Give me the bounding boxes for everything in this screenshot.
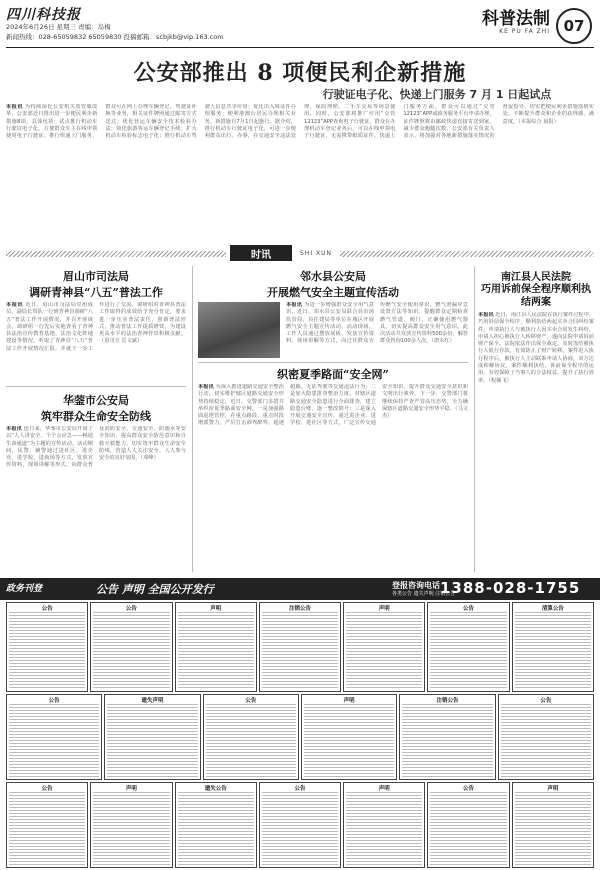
classified-ad-body xyxy=(515,792,591,865)
band-stripe-right xyxy=(340,251,594,257)
classified-ad-title: 公告 xyxy=(463,786,475,792)
classified-ad-body xyxy=(501,704,591,777)
classified-ad-title: 公告 xyxy=(41,606,53,612)
classified-ad-body xyxy=(262,612,338,689)
lead-subhead: 行驶证电子化、快递上门服务 7 月 1 日起试点 xyxy=(322,88,552,101)
classified-ad xyxy=(203,694,299,780)
classified-ad-body xyxy=(178,792,254,865)
ad-left-label: 政务刊登 xyxy=(6,584,43,594)
classified-ad xyxy=(343,782,425,868)
classified-ad-title: 声明 xyxy=(343,698,355,704)
ad-right-title: 登报咨询电话 xyxy=(392,581,440,590)
classified-ad xyxy=(427,782,509,868)
classified-ad-body xyxy=(430,792,506,865)
article-4-title: 织密夏季路面“安全网” xyxy=(277,368,389,381)
article-5-body: 本报讯 近日，南江县人民法院在执行案件过程中，巧用诉前保全程序，顺利执结两起买卖合同纠纷案件。申请执行人与被执行人因买卖合同发生纠纷，申请人担心被执行人转移财产，遂向法院申请诉前财产保全。法院依法作出保全裁定，及时冻结被执行人银行存款，有效防止了财产转移。案件进入执行程序后，被执行人主动联系申请人协商，双方达成和解协议，案件顺利执结。诉前保全程序的运用，有效保障了当事人的合法权益，提升了执行效率。（程佩飞） xyxy=(478,312,594,384)
classified-ad-title: 声明 xyxy=(378,606,390,612)
lead-headline: 公安部推出 8 项便民利企新措施 xyxy=(133,60,467,86)
classified-ad xyxy=(512,602,594,692)
classified-ad-body xyxy=(93,792,169,865)
classified-ad xyxy=(6,782,88,868)
article-2-title: 筑牢群众生命安全防线 xyxy=(41,410,151,423)
classified-ad-body xyxy=(178,612,254,689)
classified-ad xyxy=(6,602,88,692)
classified-ad-title: 注销公告 xyxy=(288,606,311,612)
classified-ad-body xyxy=(9,704,99,777)
classified-ad-title: 公告 xyxy=(540,698,552,704)
classified-ad-title: 声明 xyxy=(547,786,559,792)
ad-middle-label: 公告 声明 全国公开发行 xyxy=(96,583,214,596)
classified-ad xyxy=(427,602,509,692)
classified-ad-title: 公告 xyxy=(48,698,60,704)
ad-right-note: 各类公告 遗失声明 注销公告 xyxy=(392,591,456,597)
ad-hotline: 1388-028-1755 xyxy=(440,579,581,597)
classified-ad xyxy=(512,782,594,868)
classified-ad xyxy=(498,694,594,780)
classified-ad-body xyxy=(93,612,169,689)
article-4-body: 本报讯 为深入推进道路交通安全整治行动，切实维护辖区道路交通安全形势持续稳定，近日，交警部门多措并举织密夏季路面安全网。一是加强路面巡逻管控，在重点路段、重点时段增派警力，严厉打击酒驾醉驾、超速超载、无证驾驶等交通违法行为；二是加大隐患排查整治力度，对辖区道路交通安全隐患进行全面排查，建立隐患台账，逐一整改销号；三是深入开展交通安全宣传，通过进企业、进学校、进社区等方式，广泛宣传交通安全知识，提升群众交通安全意识和文明出行素养。下一步，交警部门将继续保持严查严管高压态势，全力确保辖区道路交通安全形势平稳。（马文杰） xyxy=(198,384,468,427)
classified-ad-title: 清算公告 xyxy=(541,606,564,612)
classified-ad-title: 声明 xyxy=(210,606,222,612)
issue-date: 2024年6月26日 星期三 责编：岛梅 xyxy=(6,23,111,31)
classified-ad-title: 公告 xyxy=(41,786,53,792)
divider-col2 xyxy=(198,362,468,363)
classified-ad-body xyxy=(346,612,422,689)
classified-ad-body xyxy=(304,704,394,777)
classified-ad-body xyxy=(402,704,492,777)
classified-ad xyxy=(175,602,257,692)
classified-ad-body xyxy=(515,612,591,689)
classified-ad xyxy=(90,782,172,868)
lead-source: （本报综合 晨报） xyxy=(518,118,559,125)
classified-ad xyxy=(343,602,425,692)
article-1-body: 本报讯 近日，眉山市司法局党组成员、副局长带队一行到青神县调研“八五”普法工作开展情况，并召开座谈会。调研组一行先后实地查看了青神县法治宣传教育基地、法治文化阵地建设等情况，听取了青神县“八五”普法工作开展情况汇报，并就下一步工作进行了交流。调研组对青神县普法工作取得的成效给予充分肯定，要求进一步压实普法责任，创新普法形式，推动普法工作提质增效，为建设更高水平的法治青神作出积极贡献。（眉司宣 岳文斌） xyxy=(6,302,186,352)
article-3-title: 开展燃气安全主题宣传活动 xyxy=(267,286,399,299)
divider-col1 xyxy=(6,386,186,387)
article-5-title: 巧用诉前保全程序顺利执结两案 xyxy=(481,284,591,308)
classified-ad xyxy=(399,694,495,780)
article-2-body: 本报讯 连日来，华蓥市公安局开展了以“人人讲安全、个个会应急——畅通生命通道”为主题的宣传活动。活动期间，民警、辅警通过进社区、进企业、进学校、进商场等方式，发放宣传资料、现场讲解等形式，向群众普及消防安全、交通安全、防溺水等安全知识，提高群众安全防范意识和自救互救能力，切实筑牢群众生命安全防线，营造人人关注安全、人人参与安全的良好氛围。（邓峰） xyxy=(6,426,186,469)
newspaper-logo: 四川科技报 xyxy=(6,7,81,23)
classified-ad-title: 公告 xyxy=(294,786,306,792)
classified-ad-title: 公告 xyxy=(125,606,137,612)
classified-ad-title: 注销公告 xyxy=(436,698,459,704)
article-3-region: 邻水县公安局 xyxy=(300,270,366,283)
ad-band xyxy=(0,578,600,600)
classified-ad-body xyxy=(9,792,85,865)
article-2-region: 华蓥市公安局 xyxy=(63,394,129,407)
classified-ad-body xyxy=(9,612,85,689)
classified-ad-body xyxy=(262,792,338,865)
lead-byline: 本报讯 xyxy=(6,104,23,110)
lead-body xyxy=(6,104,594,234)
classified-ad-title: 声明 xyxy=(378,786,390,792)
classified-ad xyxy=(175,782,257,868)
classified-ad xyxy=(90,602,172,692)
article-3-body: 本报讯 为进一步增强群众安全用气意识，近日，邻水县公安局联合县市场监管局、县住建局等单位在城区开展燃气安全主题宣传活动。活动现场，工作人员通过摆放展板、发放宣传资料、现场讲解等方式，向过往群众宣传燃气安全使用常识、燃气泄漏应急处置方法等知识，提醒群众定期检查燃气管道、阀门，正确使用燃气器具，切实提高群众安全用气意识。此次活动共发放宣传资料500余份，解答群众咨询100余人次。（唐永红） xyxy=(286,302,468,345)
classified-ad-title: 遗失公告 xyxy=(204,786,227,792)
article-5-region: 南江县人民法院 xyxy=(501,272,571,283)
column-divider-2 xyxy=(474,266,475,572)
column-divider-1 xyxy=(192,266,193,572)
lead-body-text: 为持续深化公安机关放管服改革，公安部近日推出进一步便民利企新措施8项，具体包括：试点推行机动车行驶证电子化，方便群众车主在线申领使用电子行驶证；推行快递上门服务，群众可在网上办理车辆登记、驾驶证补换等业务，相关证件牌照通过邮寄方式送达；优化营运车辆安全技术检验办法；简化旅游客运车辆登记手续；扩大机动车检验标志电子化；推行机动车驾驶人信息共享应用；优化出入境证件办理服务；便利港澳台居民办理相关业务。新措施自7月1日起施行。据介绍，推行机动车行驶证电子化，可进一步便利群众出行、办事，在交通安全违法处理、保险理赔、二手车交易等场景使用。同时，公安部将推广应用“交管12123”APP查询电子行驶证，群众在办理机动车登记业务后，可以在线申领电子行驶证，无需携带纸质证件。快递上门服务方面，群众可以通过“交管12123”APP或政务服务平台申请办理，证件牌照将由邮政快递直接寄送到家，减少群众跑腿次数。公安部有关负责人表示，将加强对各地新措施落实情况的督促指导，切实把便民利企措施落到实处，不断提升群众和企业的获得感、满意度。 xyxy=(6,104,594,140)
classified-ad xyxy=(104,694,200,780)
contact-info: 新闻热线：028-65059832 65059830 投稿邮箱：scbjkb@vip.163.com xyxy=(6,33,224,41)
band-stripe-left xyxy=(6,251,226,257)
page-number: 07 xyxy=(556,8,592,44)
masthead xyxy=(6,4,594,48)
masthead-rule xyxy=(6,47,594,48)
band-label: 时讯 xyxy=(230,245,292,261)
classified-ad-title: 遗失声明 xyxy=(141,698,164,704)
section-pinyin: KE PU FA ZHI xyxy=(499,28,550,35)
classified-ad xyxy=(259,782,341,868)
article-3-photo xyxy=(198,302,280,358)
classified-ad-body xyxy=(430,612,506,689)
band-pinyin: SHI XUN xyxy=(300,250,332,257)
classified-ad xyxy=(6,694,102,780)
classified-ad-title: 声明 xyxy=(125,786,137,792)
classified-ad-body xyxy=(206,704,296,777)
article-1-region: 眉山市司法局 xyxy=(63,270,129,283)
classified-ad xyxy=(301,694,397,780)
classified-ad xyxy=(259,602,341,692)
classified-ad-body xyxy=(107,704,197,777)
classified-ad-title: 公告 xyxy=(245,698,257,704)
classified-ad-body xyxy=(346,792,422,865)
classified-ad-title: 公告 xyxy=(463,606,475,612)
section-title: 科普法制 xyxy=(482,9,550,29)
article-1-title: 调研青神县“八五”普法工作 xyxy=(29,286,163,299)
